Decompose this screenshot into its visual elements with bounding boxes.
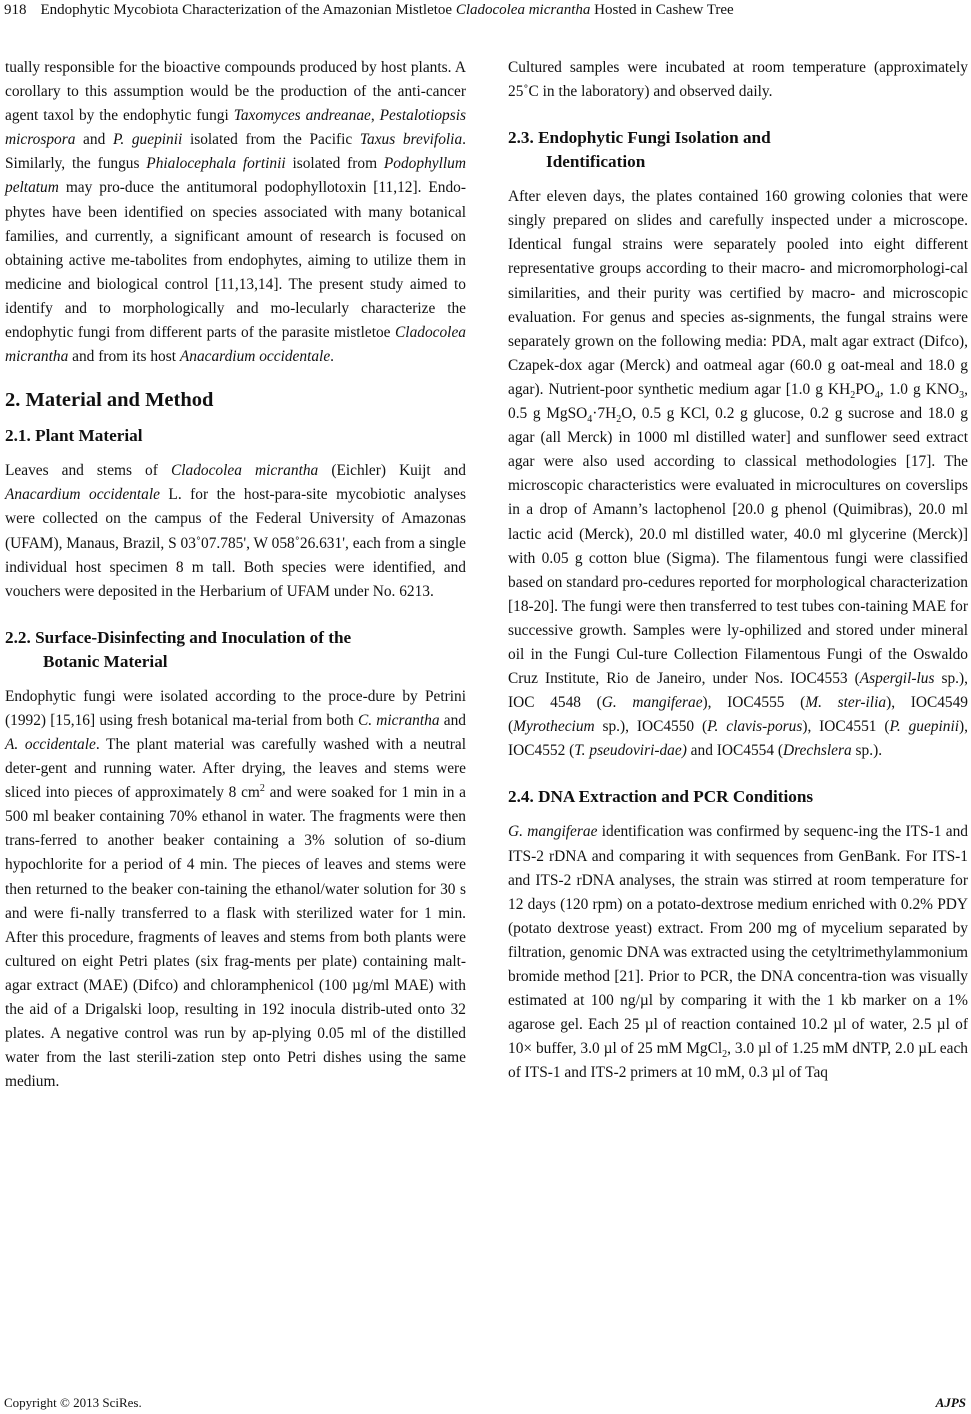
page-footer (4, 1395, 966, 1413)
journal-abbreviation: AJPS (935, 1395, 966, 1410)
left-column (5, 56, 466, 1094)
right-column (508, 56, 968, 1085)
subsection-heading-dna-extraction: 2.4. DNA Extraction and PCR Conditions (508, 787, 814, 807)
subsection-heading-fungi-isolation: 2.3. Endophytic Fungi Isolation and Identification (508, 128, 771, 172)
header-title: Endophytic Mycobiota Characterization of the Amazonian Mistletoe Cladocolea micrantha Hosted in Cashew Tree (40, 2, 734, 18)
isolation-paragraph: After eleven days, the plates contained 160 growing colonies that were singly prepared on slides and carefully inspected under a microscope. Identical fungal strains were separately pooled into eight different representative groups according to their macro- and micromorphologi-cal similarities, and their purity was certified by macro- and microscopic evaluation. For genus and species as-signments, the fungal strains were separately grown on the following media: PDA, malt agar extract (Difco), Czapek-dox agar (Merck) and oatmeal agar (60.0 g oat-meal and 18.0 g agar). Nutrient-poor synthetic medium agar [1.0 g $KH_2PO_4$, 1.0 g $KNO_3$, 0.5 g $MgSO_4\cdot 7H_2O$, 0.5 g KCl, 0.2 g glucose, 0.2 g sucrose and 18.0 g agar (all Merck) in 1000 ml distilled water] and sunflower seed extract agar were also used according to classical methodologies [17]. The microscopic characteristics were evaluated in microcultures on coverslips in a drop of Amann’s lactophenol [20.0 g phenol (Quimibras), 20.0 ml lactic acid (Merck), 20.0 ml distilled water, 40.0 ml glycerine (Merck)] with 0.05 g cotton blue (Sigma). The filamentous fungi were classified based on standard pro-cedures reported for morphological characterization [18-20]. The fungi were then transferred to test tubes con-taining MAE for successive growth. Samples were ly-ophilized and stored under mineral oil in the Fungi Cul-ture Collection Filamentous Fungi of the Oswaldo Cruz Institute, Rio de Janeiro, under Nos. IOC4553 (Aspergil-lus sp.), IOC 4548 (G. mangiferae), IOC4555 (M. ster-ilia), IOC4549 (Myrothecium sp.), IOC4550 (P. clavis-porus), IOC4551 (P. guepinii), IOC4552 (T. pseudoviri-dae) and IOC4554 (Drechslera sp.). (508, 188, 968, 760)
dna-paragraph: G. mangiferae identification was confirmed by sequenc-ing the ITS-1 and ITS-2 rDNA and comparing it with sequences from GenBank. For ITS-1 and ITS-2 rDNA analyses, the strain was stirred at room temperature for 12 days (120 rpm) on a potato-dextrose medium enriched with 0.2% PDY (potato dextrose yeast) extract. From 200 mg of mycelium separated by filtration, genomic DNA was extracted using the cetyltrimethylammonium bromide method [21]. Prior to PCR, the DNA concentra-tion was visually estimated at 100 ng/µl by comparing it with the 1 kb marker on a 1% agarose gel. Each 25 µl of reaction contained 10.2 µl of water, 2.5 µl of 10× buffer, 3.0 µl of 25 mM MgCl$_2$, 3.0 µl of 1.25 mM dNTP, 2.0 µL each of ITS-1 and ITS-2 primers at 10 mM, 0.3 µl of Taq (508, 823, 968, 1082)
copyright-notice: Copyright © 2013 SciRes. (4, 1395, 142, 1410)
plant-material-paragraph: Leaves and stems of Cladocolea micrantha (Eichler) Kuijt and Anacardium occidentale L. for the host-para-site mycobiotic analyses were collected on the campus of the Federal University of Amazonas (UFAM), Manaus, Brazil, S 03˚07.785', W 058˚26.631', each from a single individual host specimen 8 m tall. Both species were identified, and vouchers were deposited in the Herbarium of UFAM under No. 6213. (5, 462, 466, 600)
subsection-heading-surface-disinfecting: 2.2. Surface-Disinfecting and Inoculation of the Botanic Material (5, 627, 352, 671)
section-heading-material-method: 2. Material and Method (5, 389, 214, 412)
cultured-paragraph: Cultured samples were incubated at room temperature (approximately 25˚C in the laboratory) and observed daily. (508, 59, 968, 101)
page-number: 918 (4, 2, 27, 18)
subsection-heading-plant-material: 2.1. Plant Material (5, 426, 143, 446)
running-header (4, 0, 964, 22)
intro-paragraph: tually responsible for the bioactive compounds produced by host plants. A corollary to this assumption would be the production of the anti-cancer agent taxol by the endophytic fungi Taxomyces andreanae, Pestalotiopsis microspora and P. guepinii isolated from the Pacific Taxus brevifolia. Similarly, the fungus Phialocephala fortinii isolated from Podophyllum peltatum may pro-duce the antitumoral podophyllotoxin [11,12]. Endo-phytes have been identified on species associated with many botanical families, and currently, a significant amount of research is focused on obtaining active me-tabolites from endophytes, aiming to utilize them in medicine and biological control [11,13,14]. The present study aimed to identify and to morphologically and mo-lecularly characterize the endophytic fungi from different parts of the parasite mistletoe Cladocolea micrantha and from its host Anacardium occidentale. (5, 59, 466, 366)
surface-disinfecting-paragraph: Endophytic fungi were isolated according to the proce-dure by Petrini (1992) [15,16] using fresh botanical ma-terial from both C. micrantha and A. occidentale. The plant material was carefully washed with a neutral deter-gent and running water. After drying, the leaves and stems were sliced into pieces of approximately 8 $cm^2$ and were soaked for 1 min in a 500 ml beaker containing 70% ethanol in water. The fragments were then trans-ferred to another beaker containing a 3% solution of so-dium hypochlorite for a period of 4 min. The pieces of leaves and stems were then returned to the beaker con-taining the ethanol/water solution for 30 s and were fi-nally transferred to a flask with sterilized water for 1 min. After this procedure, fragments of leaves and stems from both plants were cultured on eight Petri plates (six frag-ments per plate) containing malt-agar extract (MAE) (Difco) and chloramphenicol (100 µg/ml MAE) with the aid of a Drigalski loop, resulting in 192 inocula distrib-uted onto 32 plates. A negative control was run by ap-plying 0.05 ml of the distilled water from the last sterili-zation step onto Petri dishes using the same medium. (5, 687, 466, 1091)
